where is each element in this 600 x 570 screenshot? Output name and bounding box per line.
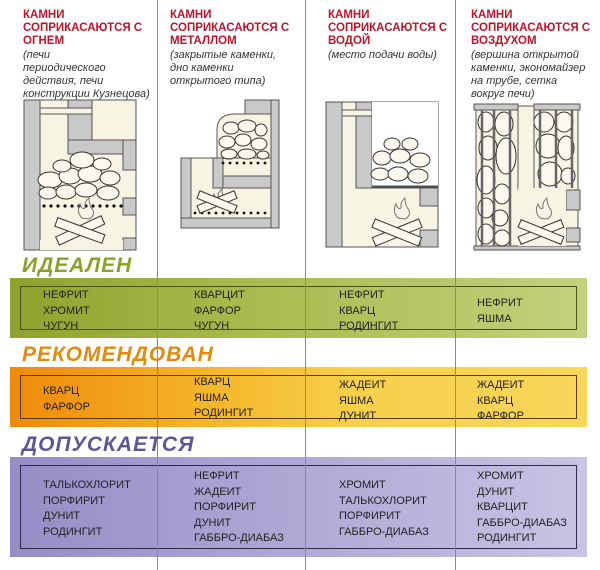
subtitle-line: на трубе, сетка [471,75,558,87]
title-line: КАМНИ [170,9,212,21]
stone-name: ЯШМА [194,391,229,404]
stone-name: ХРОМИТ [43,304,90,317]
title-line: КАМНИ [328,9,370,21]
subtitle-line: действия, печи [23,75,104,87]
stone-name: КВАРЦ [339,304,376,317]
column-title [170,9,310,48]
subtitle-line: (закрытые каменки, [170,49,276,61]
stone-name: ТАЛЬКОХЛОРИТ [43,479,131,491]
column-title [23,9,163,48]
column-header-metal [170,9,310,88]
stone-name: КВАРЦИТ [194,289,245,301]
subtitle-line: (вершина открытой [471,49,579,61]
subtitle-line: вокруг печи) [471,88,535,100]
stone-name: КВАРЦ [194,376,231,388]
stone-name: КВАРЦИТ [477,501,528,513]
stone-name: РОДИНГИТ [43,525,103,538]
column-subtitle [170,49,310,88]
stone-name: РОДИНГИТ [194,407,254,419]
stone-name: ЖАДЕИТ [194,485,242,498]
stone-name: РОДИНГИТ [477,532,537,544]
cell-recommended-water [339,378,386,425]
stone-name: ЯШМА [339,394,374,407]
cell-allowed-metal [194,469,284,547]
stone-name: КВАРЦ [477,394,514,407]
stone-name: ДУНИТ [194,516,232,529]
subtitle-line: открытого типа) [170,75,266,87]
title-line: СОПРИКАСАЮТСЯ С [328,22,448,34]
stone-name: КВАРЦ [43,385,80,397]
column-divider [455,0,456,570]
title-line: СОПРИКАСАЮТСЯ С [471,22,591,34]
oven-metal-illustration [175,98,280,253]
stone-name: ДУНИТ [477,485,515,498]
column-subtitle [328,49,468,62]
oven-fire-illustration [20,98,140,253]
title-line: КАМНИ [471,9,513,21]
stone-name: ЖАДЕИТ [477,379,525,391]
title-line: ВОЗДУХОМ [471,35,537,47]
stone-name: ПОРФИРИТ [339,510,401,522]
stone-name: ГАББРО-ДИАБАЗ [339,525,429,538]
stone-name: НЕФРИТ [43,289,89,301]
cell-recommended-metal [194,375,253,422]
stone-name: ФАРФОР [43,400,90,413]
title-line: СОПРИКАСАЮТСЯ С [170,22,290,34]
cell-allowed-water [339,478,429,540]
stone-name: ХРОМИТ [477,470,524,482]
subtitle-line: периодического [23,62,106,74]
title-line: ВОДОЙ [328,35,371,47]
column-divider [157,0,158,570]
stone-name: ХРОМИТ [339,479,386,491]
stone-name: ФАРФОР [477,410,524,422]
title-line: ОГНЕМ [23,35,65,47]
stone-name: НЕФРИТ [339,289,385,301]
cell-ideal-water [339,288,398,335]
oven-water-illustration [322,98,442,253]
stone-name: ДУНИТ [43,510,81,522]
cell-ideal-fire [43,288,90,335]
title-line: КАМНИ [23,9,65,21]
title-line: МЕТАЛЛОМ [170,35,237,47]
column-divider [305,0,306,570]
category-label-allowed: ДОПУСКАЕТСЯ [22,433,195,456]
column-header-fire [23,9,163,101]
subtitle-line: конструкции Кузнецова) [23,88,150,100]
stone-name: РОДИНГИТ [339,320,399,332]
column-subtitle [471,49,600,101]
cell-ideal-air [477,296,523,327]
cell-allowed-air [477,469,567,547]
column-subtitle [23,49,163,101]
stone-name: ЧУГУН [194,320,230,332]
stone-name: ГАББРО-ДИАБАЗ [477,516,567,529]
stone-name: ТАЛЬКОХЛОРИТ [339,494,427,507]
stone-name: НЕФРИТ [194,470,240,482]
subtitle-line: каменки, экономайзер [471,62,586,74]
subtitle-line: дно каменки [170,62,234,74]
title-line: СОПРИКАСАЮТСЯ С [23,22,143,34]
cell-recommended-fire [43,384,90,415]
cell-ideal-metal [194,288,245,335]
oven-air-illustration [472,98,582,253]
stone-name: ЖАДЕИТ [339,379,387,391]
column-header-water [328,9,468,62]
stone-name: ЯШМА [477,312,512,325]
cell-allowed-fire [43,478,131,540]
subtitle-line: (печи [23,49,51,61]
stone-name: ПОРФИРИТ [194,501,256,513]
stone-name: ДУНИТ [339,410,377,422]
category-label-ideal: ИДЕАЛЕН [22,254,133,277]
column-title [328,9,468,48]
stone-name: ПОРФИРИТ [43,494,105,507]
column-header-air [471,9,600,101]
stone-name: ГАББРО-ДИАБАЗ [194,532,284,544]
column-title [471,9,600,48]
stone-name: ФАРФОР [194,304,241,317]
stone-name: ЧУГУН [43,320,79,332]
cell-recommended-air [477,378,524,425]
subtitle-line: (место подачи воды) [328,49,437,61]
stone-name: НЕФРИТ [477,297,523,309]
category-label-recommended: РЕКОМЕНДОВАН [22,343,214,366]
